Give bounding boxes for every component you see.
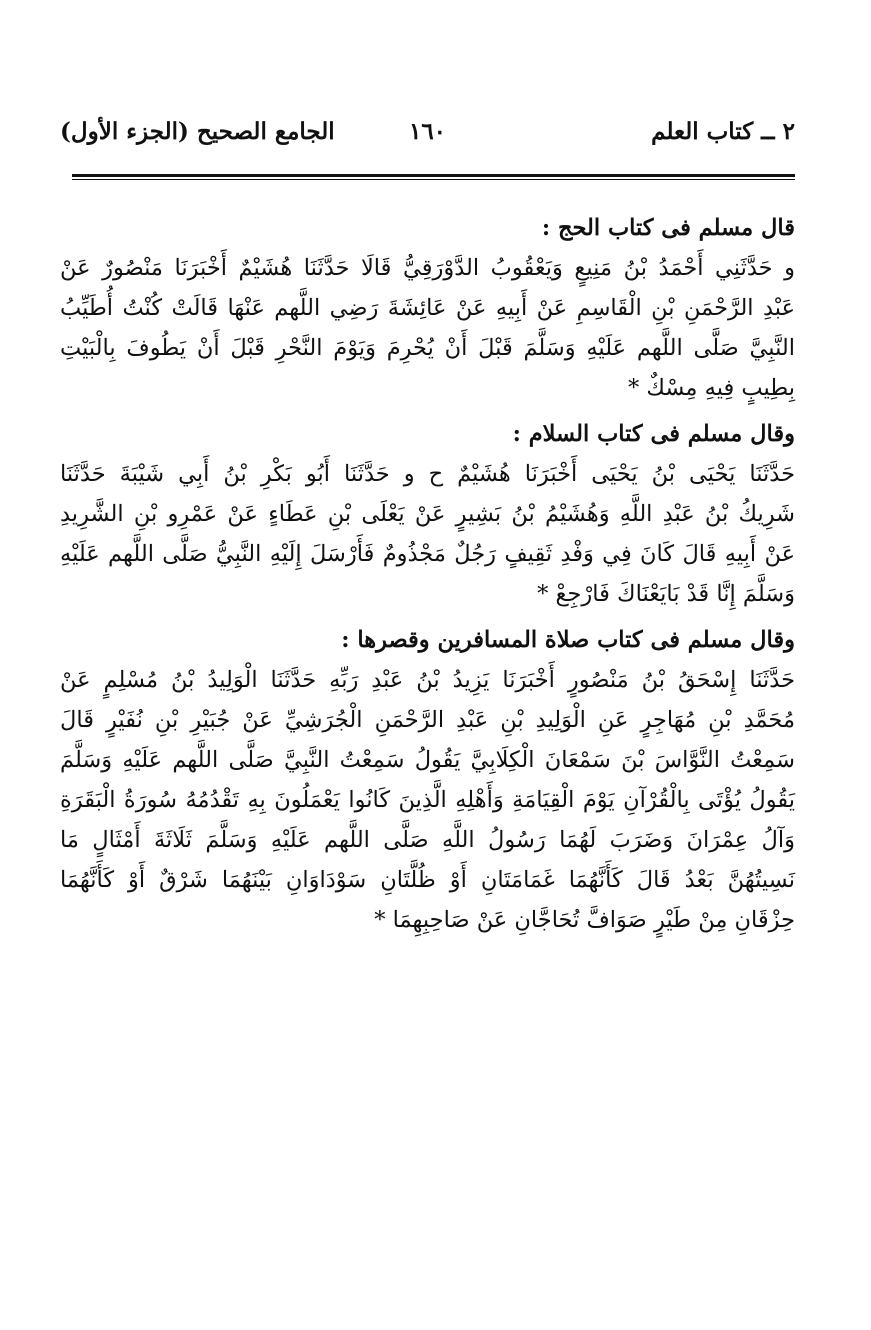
header-rule bbox=[72, 174, 795, 180]
page-number: ١٦٠ bbox=[408, 118, 447, 145]
text-line: نَسِيتُهُنَّ بَعْدُ قَالَ كَأَنَّهُمَا غَمَامَتَانِ أَوْ ظُلَّتَانِ سَوْدَاوَانِ بَيْنَهُمَا شَرْقٌ أَوْ كَأَنَّهُمَا bbox=[60, 867, 795, 893]
book-title: الجامع الصحيح (الجزء الأول) bbox=[60, 118, 335, 145]
hadith-text bbox=[60, 660, 795, 940]
section-salam bbox=[60, 414, 795, 614]
book-page bbox=[60, 100, 795, 1300]
text-line: عَبْدِ الرَّحْمَنِ بْنِ الْقَاسِمِ عَنْ أَبِيهِ عَنْ عَائِشَةَ رَضِي اللَّهم عَنْهَا قَالَتْ كُنْتُ أُطَيِّبُ bbox=[60, 295, 795, 321]
section-salat-al-musafirin bbox=[60, 620, 795, 940]
text-line: يَقُولُ يُؤْتَى بِالْقُرْآنِ يَوْمَ الْقِيَامَةِ وَأَهْلِهِ الَّذِينَ كَانُوا يَعْمَلُونَ بِهِ تَقْدُمُهُ سُورَةُ الْبَقَرَةِ bbox=[60, 787, 795, 813]
text-line: حَدَّثَنَا يَحْيَى بْنُ يَحْيَى أَخْبَرَنَا هُشَيْمٌ ح و حَدَّثَنَا أَبُو بَكْرِ بْنُ أَبِي شَيْبَةَ حَدَّثَنَا bbox=[60, 461, 795, 487]
text-line: وَآلُ عِمْرَانَ وَضَرَبَ لَهُمَا رَسُولُ اللَّهِ صَلَّى اللَّهم عَلَيْهِ وَسَلَّمَ ثَلَاثَةَ أَمْثَالٍ مَا bbox=[60, 827, 795, 853]
text-line: عَنْ أَبِيهِ قَالَ كَانَ فِي وَفْدِ ثَقِيفٍ رَجُلٌ مَجْذُومٌ فَأَرْسَلَ إِلَيْهِ النَّبِيُّ صَلَّى اللَّهم عَلَيْهِ bbox=[60, 541, 795, 567]
page-header bbox=[60, 100, 795, 152]
text-line: شَرِيكُ بْنُ عَبْدِ اللَّهِ وَهُشَيْمُ بْنُ بَشِيرٍ عَنْ يَعْلَى بْنِ عَطَاءٍ عَنْ عَمْرِو بْنِ الشَّرِيدِ bbox=[60, 501, 795, 527]
text-line: سَمِعْتُ النَّوَّاسَ بْنَ سَمْعَانَ الْكِلَابِيَّ يَقُولُ سَمِعْتُ النَّبِيَّ صَلَّى اللَّهم عَلَيْهِ وَسَلَّمَ bbox=[60, 747, 795, 773]
text-line: وَسَلَّمَ إِنَّا قَدْ بَايَعْنَاكَ فَارْجِعْ * bbox=[537, 581, 795, 607]
text-line: بِطِيبٍ فِيهِ مِسْكٌ * bbox=[627, 375, 795, 401]
text-line: النَّبِيَّ صَلَّى اللَّهم عَلَيْهِ وَسَلَّمَ قَبْلَ أَنْ يُحْرِمَ وَيَوْمَ النَّحْرِ قَبْلَ أَنْ يَطُوفَ بِالْبَيْتِ bbox=[60, 335, 795, 361]
chapter-title: ٢ ــ كتاب العلم bbox=[651, 118, 795, 145]
text-line: و حَدَّثَنِي أَحْمَدُ بْنُ مَنِيعٍ وَيَعْقُوبُ الدَّوْرَقِيُّ قَالَا حَدَّثَنَا هُشَيْمٌ أَخْبَرَنَا مَنْصُورٌ عَنْ bbox=[60, 255, 795, 281]
text-line: حِزْقَانِ مِنْ طَيْرٍ صَوَافَّ تُحَاجَّانِ عَنْ صَاحِبِهِمَا * bbox=[374, 907, 795, 933]
hadith-text bbox=[60, 454, 795, 614]
text-line: حَدَّثَنَا إِسْحَقُ بْنُ مَنْصُورٍ أَخْبَرَنَا يَزِيدُ بْنُ عَبْدِ رَبِّهِ حَدَّثَنَا الْوَلِيدُ بْنُ مُسْلِمٍ عَنْ bbox=[60, 667, 795, 693]
section-title: قال مسلم فى كتاب الحج : bbox=[541, 215, 795, 241]
section-title: وقال مسلم فى كتاب السلام : bbox=[512, 421, 795, 447]
page-body bbox=[60, 208, 795, 946]
section-hajj bbox=[60, 208, 795, 408]
text-line: مُحَمَّدِ بْنِ مُهَاجِرٍ عَنِ الْوَلِيدِ بْنِ عَبْدِ الرَّحْمَنِ الْجُرَشِيِّ عَنْ جُبَيْرِ بْنِ نُفَيْرٍ قَالَ bbox=[60, 707, 795, 733]
section-title: وقال مسلم فى كتاب صلاة المسافرين وقصرها : bbox=[341, 627, 795, 653]
hadith-text bbox=[60, 248, 795, 408]
